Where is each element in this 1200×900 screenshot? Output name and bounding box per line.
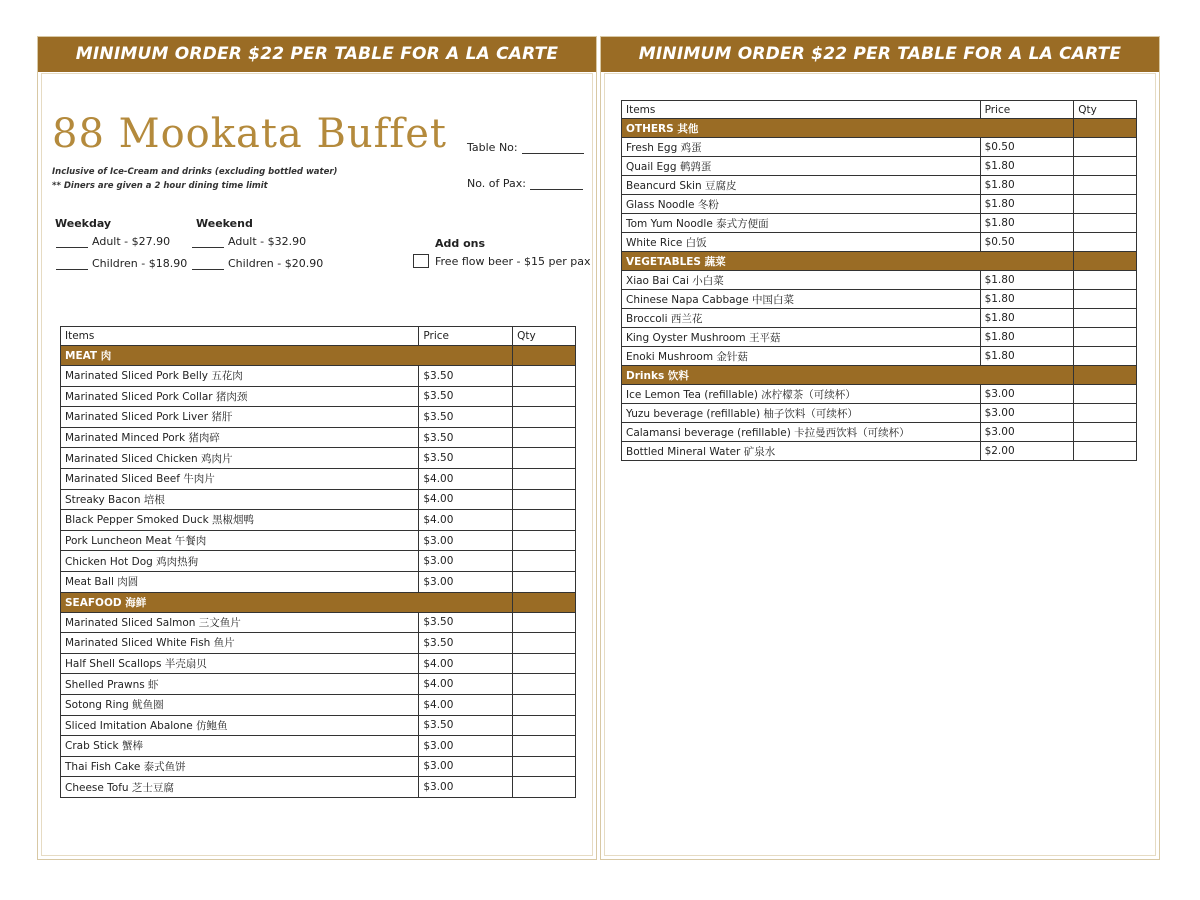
item-qty-input[interactable] bbox=[513, 571, 576, 592]
section-title: Drinks 饮料 bbox=[622, 366, 1074, 385]
table-row bbox=[61, 468, 576, 489]
item-price: $3.50 bbox=[419, 386, 513, 407]
table-no-label: Table No: bbox=[467, 141, 518, 154]
item-price: $4.00 bbox=[419, 510, 513, 531]
right-menu-page bbox=[600, 36, 1160, 860]
table-row bbox=[61, 407, 576, 428]
table-row bbox=[61, 777, 576, 798]
weekend-adult-price: Adult - $32.90 bbox=[228, 235, 307, 248]
table-row bbox=[622, 423, 1137, 442]
table-row bbox=[61, 612, 576, 633]
item-qty-input[interactable] bbox=[513, 427, 576, 448]
item-name: Sliced Imitation Abalone 仿鲍鱼 bbox=[61, 715, 419, 736]
beer-addon-label: Free flow beer - $15 per pax bbox=[435, 255, 591, 268]
section-header-row bbox=[622, 366, 1137, 385]
section-qty-spacer bbox=[1074, 252, 1137, 271]
section-qty-spacer bbox=[513, 346, 576, 366]
section-title: MEAT 肉 bbox=[61, 346, 513, 366]
item-qty-input[interactable] bbox=[513, 756, 576, 777]
section-title: VEGETABLES 蔬菜 bbox=[622, 252, 1074, 271]
weekend-children-price: Children - $20.90 bbox=[228, 257, 324, 270]
item-qty-input[interactable] bbox=[513, 633, 576, 654]
weekend-adult-line[interactable] bbox=[192, 235, 306, 248]
table-no-field[interactable] bbox=[467, 141, 584, 154]
item-qty-input[interactable] bbox=[513, 468, 576, 489]
item-qty-input[interactable] bbox=[1074, 404, 1137, 423]
section-header-row bbox=[622, 119, 1137, 138]
table-row bbox=[622, 309, 1137, 328]
section-qty-spacer bbox=[513, 592, 576, 612]
item-name: Marinated Sliced Salmon 三文鱼片 bbox=[61, 612, 419, 633]
item-price: $2.00 bbox=[980, 442, 1074, 461]
item-price: $1.80 bbox=[980, 176, 1074, 195]
section-title: OTHERS 其他 bbox=[622, 119, 1074, 138]
item-qty-input[interactable] bbox=[1074, 176, 1137, 195]
item-name: King Oyster Mushroom 王平菇 bbox=[622, 328, 981, 347]
item-price: $3.50 bbox=[419, 715, 513, 736]
weekday-children-price: Children - $18.90 bbox=[92, 257, 188, 270]
pax-label: No. of Pax: bbox=[467, 177, 526, 190]
item-price: $4.00 bbox=[419, 694, 513, 715]
table-row bbox=[622, 290, 1137, 309]
item-name: Cheese Tofu 芝士豆腐 bbox=[61, 777, 419, 798]
item-price: $0.50 bbox=[980, 233, 1074, 252]
weekend-heading: Weekend bbox=[196, 217, 253, 230]
item-qty-input[interactable] bbox=[513, 489, 576, 510]
table-row bbox=[61, 674, 576, 695]
column-header-price: Price bbox=[419, 327, 513, 346]
item-qty-input[interactable] bbox=[513, 653, 576, 674]
item-name: Half Shell Scallops 半壳扇贝 bbox=[61, 653, 419, 674]
item-qty-input[interactable] bbox=[513, 530, 576, 551]
item-name: Broccoli 西兰花 bbox=[622, 309, 981, 328]
item-name: Pork Luncheon Meat 午餐肉 bbox=[61, 530, 419, 551]
item-name: Marinated Sliced Pork Belly 五花肉 bbox=[61, 366, 419, 387]
table-row bbox=[61, 736, 576, 757]
item-qty-input[interactable] bbox=[513, 715, 576, 736]
item-qty-input[interactable] bbox=[1074, 442, 1137, 461]
table-row bbox=[622, 442, 1137, 461]
table-row bbox=[61, 633, 576, 654]
item-price: $1.80 bbox=[980, 195, 1074, 214]
table-row bbox=[622, 214, 1137, 233]
item-name: Yuzu beverage (refillable) 柚子饮料（可续杯） bbox=[622, 404, 981, 423]
section-qty-spacer bbox=[1074, 119, 1137, 138]
item-name: Tom Yum Noodle 泰式方便面 bbox=[622, 214, 981, 233]
weekday-heading: Weekday bbox=[55, 217, 112, 230]
item-qty-input[interactable] bbox=[1074, 309, 1137, 328]
table-row bbox=[61, 366, 576, 387]
item-price: $1.80 bbox=[980, 271, 1074, 290]
table-row bbox=[61, 386, 576, 407]
restaurant-title: 88 Mookata Buffet bbox=[52, 111, 447, 157]
item-name: Marinated Sliced Chicken 鸡肉片 bbox=[61, 448, 419, 469]
left-menu-table bbox=[60, 326, 576, 798]
table-row bbox=[61, 653, 576, 674]
item-qty-input[interactable] bbox=[1074, 347, 1137, 366]
item-price: $3.50 bbox=[419, 633, 513, 654]
item-price: $3.00 bbox=[419, 756, 513, 777]
item-name: Bottled Mineral Water 矿泉水 bbox=[622, 442, 981, 461]
item-qty-input[interactable] bbox=[513, 386, 576, 407]
table-row bbox=[61, 571, 576, 592]
table-row bbox=[622, 271, 1137, 290]
table-row bbox=[622, 328, 1137, 347]
item-qty-input[interactable] bbox=[1074, 233, 1137, 252]
weekday-adult-price: Adult - $27.90 bbox=[92, 235, 171, 248]
item-qty-input[interactable] bbox=[1074, 423, 1137, 442]
addons-heading: Add ons bbox=[435, 237, 486, 250]
table-row bbox=[61, 510, 576, 531]
item-qty-input[interactable] bbox=[1074, 290, 1137, 309]
item-name: Sotong Ring 鱿鱼圈 bbox=[61, 694, 419, 715]
item-price: $3.00 bbox=[980, 404, 1074, 423]
item-name: Thai Fish Cake 泰式鱼饼 bbox=[61, 756, 419, 777]
item-price: $4.00 bbox=[419, 674, 513, 695]
item-qty-input[interactable] bbox=[1074, 328, 1137, 347]
item-name: Marinated Minced Pork 猪肉碎 bbox=[61, 427, 419, 448]
item-name: Ice Lemon Tea (refillable) 冰柠檬茶（可续杯） bbox=[622, 385, 981, 404]
item-name: Calamansi beverage (refillable) 卡拉曼西饮料（可续杯） bbox=[622, 423, 981, 442]
item-name: Glass Noodle 冬粉 bbox=[622, 195, 981, 214]
item-price: $1.80 bbox=[980, 290, 1074, 309]
weekday-adult-line[interactable] bbox=[56, 235, 170, 248]
item-price: $3.50 bbox=[419, 448, 513, 469]
item-qty-input[interactable] bbox=[513, 694, 576, 715]
item-name: White Rice 白饭 bbox=[622, 233, 981, 252]
table-row bbox=[61, 694, 576, 715]
table-row bbox=[61, 756, 576, 777]
item-price: $4.00 bbox=[419, 653, 513, 674]
item-name: Marinated Sliced Beef 牛肉片 bbox=[61, 468, 419, 489]
item-price: $3.00 bbox=[419, 777, 513, 798]
left-menu-page bbox=[37, 36, 597, 860]
item-name: Chinese Napa Cabbage 中国白菜 bbox=[622, 290, 981, 309]
item-price: $3.00 bbox=[419, 571, 513, 592]
table-row bbox=[622, 404, 1137, 423]
item-name: Enoki Mushroom 金针菇 bbox=[622, 347, 981, 366]
table-row bbox=[622, 385, 1137, 404]
item-qty-input[interactable] bbox=[513, 551, 576, 572]
item-name: Black Pepper Smoked Duck 黑椒烟鸭 bbox=[61, 510, 419, 531]
item-name: Fresh Egg 鸡蛋 bbox=[622, 138, 981, 157]
item-price: $1.80 bbox=[980, 328, 1074, 347]
section-header-row bbox=[61, 592, 576, 612]
column-header-qty: Qty bbox=[513, 327, 576, 346]
section-title: SEAFOOD 海鲜 bbox=[61, 592, 513, 612]
item-price: $1.80 bbox=[980, 214, 1074, 233]
item-price: $3.00 bbox=[419, 736, 513, 757]
table-row bbox=[61, 551, 576, 572]
time-limit-note: ** Diners are given a 2 hour dining time limit bbox=[52, 181, 268, 191]
item-qty-input[interactable] bbox=[1074, 157, 1137, 176]
column-header-items: Items bbox=[61, 327, 419, 346]
item-qty-input[interactable] bbox=[513, 366, 576, 387]
table-row bbox=[622, 157, 1137, 176]
item-qty-input[interactable] bbox=[1074, 138, 1137, 157]
item-price: $3.50 bbox=[419, 612, 513, 633]
item-price: $3.00 bbox=[980, 423, 1074, 442]
table-row bbox=[622, 195, 1137, 214]
column-header-price: Price bbox=[980, 101, 1074, 119]
item-qty-input[interactable] bbox=[513, 407, 576, 428]
item-qty-input[interactable] bbox=[513, 736, 576, 757]
table-row bbox=[622, 233, 1137, 252]
column-header-items: Items bbox=[622, 101, 981, 119]
item-qty-input[interactable] bbox=[513, 510, 576, 531]
beer-checkbox[interactable] bbox=[413, 254, 429, 268]
table-row bbox=[622, 176, 1137, 195]
item-name: Meat Ball 肉圆 bbox=[61, 571, 419, 592]
item-name: Marinated Sliced White Fish 鱼片 bbox=[61, 633, 419, 654]
item-qty-input[interactable] bbox=[513, 674, 576, 695]
item-name: Marinated Sliced Pork Collar 猪肉颈 bbox=[61, 386, 419, 407]
column-header-qty: Qty bbox=[1074, 101, 1137, 119]
item-name: Shelled Prawns 虾 bbox=[61, 674, 419, 695]
item-qty-input[interactable] bbox=[1074, 214, 1137, 233]
section-header-row bbox=[622, 252, 1137, 271]
table-row bbox=[61, 427, 576, 448]
table-row bbox=[61, 715, 576, 736]
minimum-order-banner-right: MINIMUM ORDER $22 PER TABLE FOR A LA CARTE bbox=[601, 37, 1159, 72]
item-qty-input[interactable] bbox=[513, 448, 576, 469]
item-price: $3.00 bbox=[419, 530, 513, 551]
item-name: Xiao Bai Cai 小白菜 bbox=[622, 271, 981, 290]
weekday-children-line[interactable] bbox=[56, 257, 187, 270]
right-menu-table bbox=[621, 100, 1137, 461]
item-name: Quail Egg 鹌鹑蛋 bbox=[622, 157, 981, 176]
table-row bbox=[622, 138, 1137, 157]
inclusive-note: Inclusive of Ice-Cream and drinks (excluding bottled water) bbox=[52, 167, 338, 177]
item-name: Streaky Bacon 培根 bbox=[61, 489, 419, 510]
table-header-row bbox=[622, 101, 1137, 119]
item-name: Crab Stick 蟹棒 bbox=[61, 736, 419, 757]
item-qty-input[interactable] bbox=[513, 777, 576, 798]
weekend-children-line[interactable] bbox=[192, 257, 323, 270]
table-row bbox=[61, 448, 576, 469]
item-price: $3.50 bbox=[419, 366, 513, 387]
item-qty-input[interactable] bbox=[513, 612, 576, 633]
item-price: $1.80 bbox=[980, 347, 1074, 366]
table-header-row bbox=[61, 327, 576, 346]
item-price: $4.00 bbox=[419, 468, 513, 489]
section-qty-spacer bbox=[1074, 366, 1137, 385]
item-name: Chicken Hot Dog 鸡肉热狗 bbox=[61, 551, 419, 572]
item-price: $0.50 bbox=[980, 138, 1074, 157]
item-qty-input[interactable] bbox=[1074, 385, 1137, 404]
item-name: Marinated Sliced Pork Liver 猪肝 bbox=[61, 407, 419, 428]
item-price: $3.50 bbox=[419, 427, 513, 448]
item-name: Beancurd Skin 豆腐皮 bbox=[622, 176, 981, 195]
item-price: $3.00 bbox=[419, 551, 513, 572]
table-row bbox=[61, 530, 576, 551]
item-price: $3.00 bbox=[980, 385, 1074, 404]
pax-field[interactable] bbox=[467, 177, 583, 190]
item-price: $1.80 bbox=[980, 157, 1074, 176]
table-row bbox=[622, 347, 1137, 366]
item-qty-input[interactable] bbox=[1074, 271, 1137, 290]
table-row bbox=[61, 489, 576, 510]
section-header-row bbox=[61, 346, 576, 366]
item-price: $1.80 bbox=[980, 309, 1074, 328]
item-qty-input[interactable] bbox=[1074, 195, 1137, 214]
item-price: $3.50 bbox=[419, 407, 513, 428]
minimum-order-banner: MINIMUM ORDER $22 PER TABLE FOR A LA CARTE bbox=[38, 37, 596, 72]
item-price: $4.00 bbox=[419, 489, 513, 510]
